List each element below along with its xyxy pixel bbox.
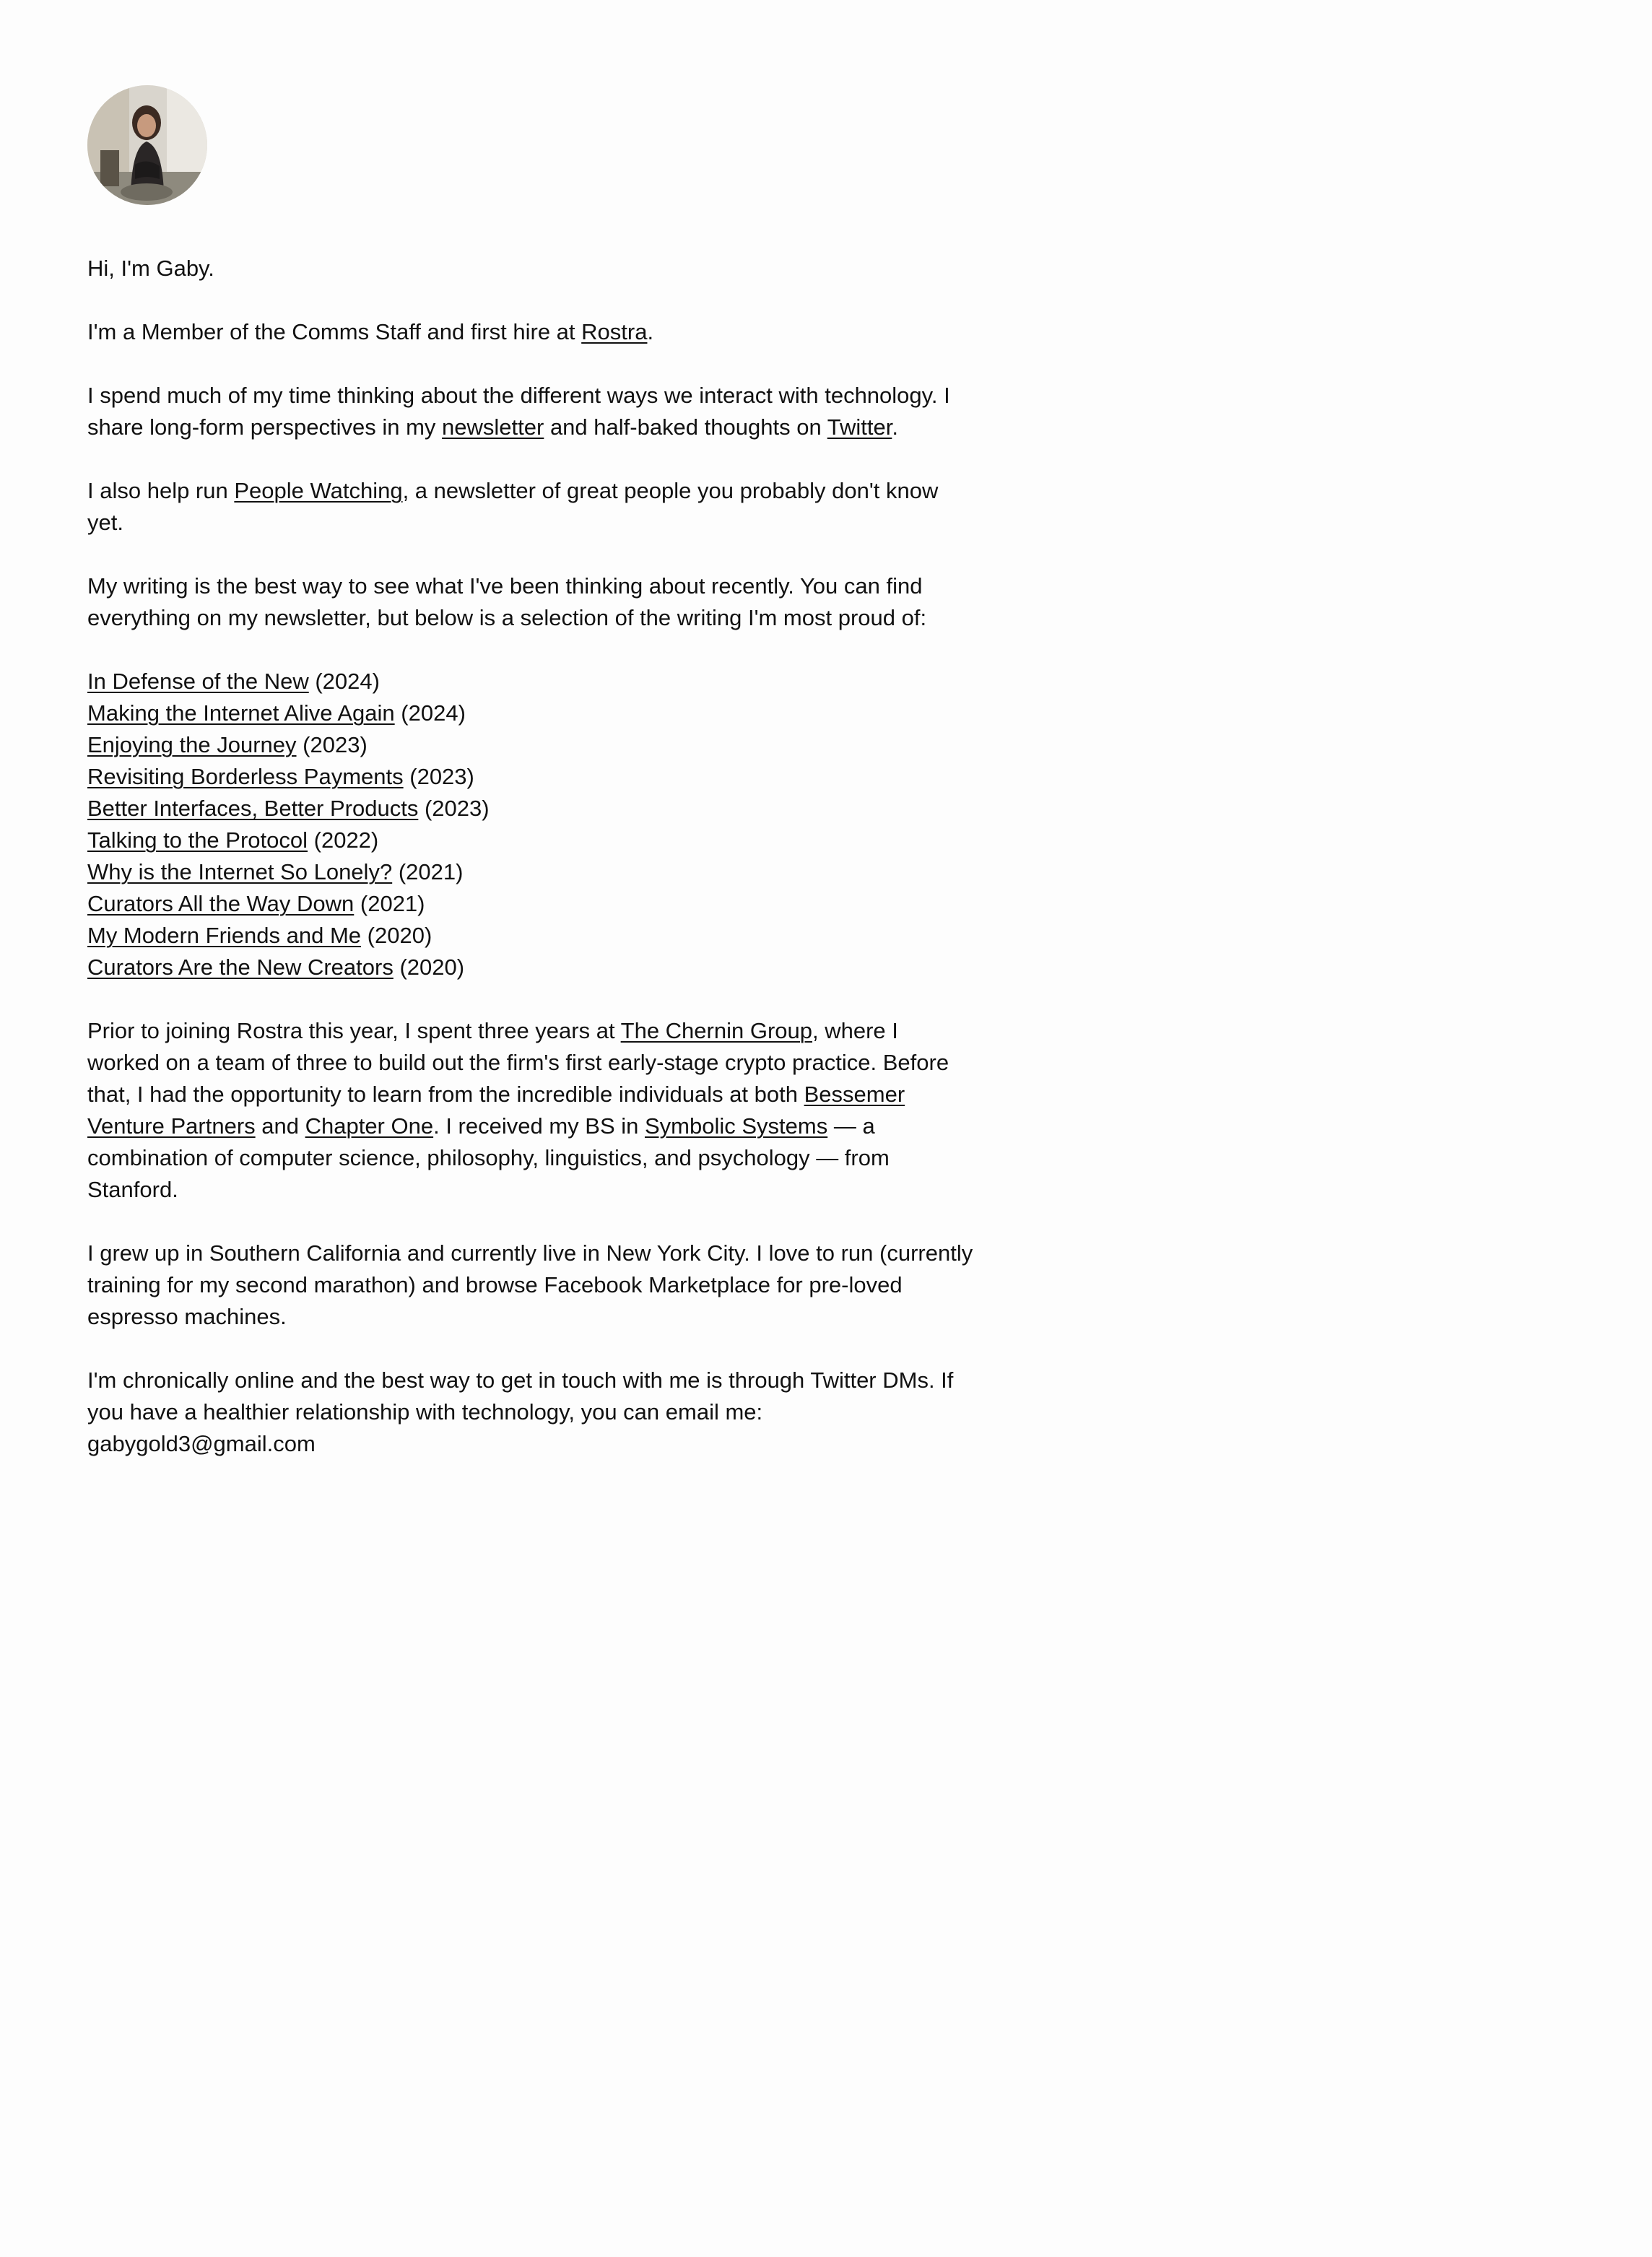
writing-year: (2021)	[398, 859, 464, 884]
thinking-suffix: .	[892, 414, 898, 440]
writing-link[interactable]: Enjoying the Journey	[87, 732, 297, 757]
people-watching-text: I also help run	[87, 478, 235, 503]
writing-item	[87, 761, 975, 793]
writing-item	[87, 666, 975, 697]
background-text: , where I worked on a team of three to build out the firm's first early-stage crypto practice. Before that, I had the opportunity to learn from the incredible individuals at both	[87, 1018, 949, 1107]
chapter-one-link[interactable]: Chapter One	[305, 1113, 434, 1139]
background-text: and	[255, 1113, 305, 1139]
writing-list	[87, 666, 975, 983]
writing-link[interactable]: Better Interfaces, Better Products	[87, 796, 419, 821]
writing-intro: My writing is the best way to see what I've been thinking about recently. You can find everything on my newsletter, but below is a selection of the writing I'm most proud of:	[87, 573, 927, 630]
writing-item	[87, 856, 975, 888]
role-suffix: .	[647, 319, 654, 344]
writing-year: (2022)	[313, 827, 379, 853]
symbolic-systems-link[interactable]: Symbolic Systems	[644, 1113, 828, 1139]
writing-item	[87, 793, 975, 825]
profile-photo	[87, 85, 207, 205]
bio-page	[87, 85, 975, 1492]
role-text: I'm a Member of the Comms Staff and first hire at	[87, 319, 582, 344]
writing-link[interactable]: My Modern Friends and Me	[87, 923, 362, 948]
background-text: Prior to joining Rostra this year, I spent three years at	[87, 1018, 621, 1043]
contact-text: I'm chronically online and the best way to get in touch with me is through Twitter DMs. If you have a healthier relationship with technology, you can email me:	[87, 1367, 954, 1425]
people-watching-paragraph	[87, 475, 975, 539]
writing-item	[87, 729, 975, 761]
avatar	[87, 85, 207, 205]
writing-item	[87, 697, 975, 729]
writing-year: (2024)	[401, 700, 466, 726]
writing-item	[87, 825, 975, 856]
twitter-link[interactable]: Twitter	[827, 414, 892, 440]
writing-year: (2023)	[424, 796, 490, 821]
email-address: gabygold3@gmail.com	[87, 1431, 316, 1456]
writing-year: (2024)	[315, 669, 380, 694]
writing-year: (2023)	[303, 732, 368, 757]
writing-link[interactable]: Revisiting Borderless Payments	[87, 764, 404, 789]
thinking-middle: and half-baked thoughts on	[544, 414, 827, 440]
people-watching-suffix: , a newsletter of great people you probably don't know yet.	[87, 478, 939, 535]
writing-year: (2020)	[399, 954, 465, 980]
writing-link[interactable]: Curators All the Way Down	[87, 891, 355, 916]
background-text: . I received my BS in	[433, 1113, 645, 1139]
personal-paragraph: I grew up in Southern California and currently live in New York City. I love to run (currently training for my second marathon) and browse Facebook Marketplace for pre-loved espresso machines.	[87, 1240, 973, 1329]
greeting: Hi, I'm Gaby.	[87, 256, 214, 281]
contact-paragraph	[87, 1365, 975, 1460]
thinking-text: I spend much of my time thinking about the different ways we interact with technology. I share long-form perspectives in my	[87, 383, 950, 440]
writing-link[interactable]: Talking to the Protocol	[87, 827, 308, 853]
chernin-group-link[interactable]: The Chernin Group	[620, 1018, 813, 1043]
writing-item	[87, 888, 975, 920]
writing-link[interactable]: Why is the Internet So Lonely?	[87, 859, 393, 884]
role-paragraph	[87, 316, 975, 348]
rostra-link[interactable]: Rostra	[581, 319, 648, 344]
writing-link[interactable]: In Defense of the New	[87, 669, 309, 694]
writing-item	[87, 952, 975, 983]
writing-link[interactable]: Making the Internet Alive Again	[87, 700, 395, 726]
writing-year: (2021)	[360, 891, 425, 916]
writing-item	[87, 920, 975, 952]
people-watching-link[interactable]: People Watching	[234, 478, 403, 503]
background-text: — a combination of computer science, philosophy, linguistics, and psychology — from Stanford.	[87, 1113, 890, 1202]
thinking-paragraph	[87, 380, 975, 443]
bessemer-link[interactable]: Bessemer Venture Partners	[87, 1082, 905, 1139]
writing-link[interactable]: Curators Are the New Creators	[87, 954, 394, 980]
background-paragraph	[87, 1015, 975, 1206]
newsletter-link[interactable]: newsletter	[442, 414, 544, 440]
writing-year: (2020)	[367, 923, 432, 948]
writing-year: (2023)	[409, 764, 474, 789]
